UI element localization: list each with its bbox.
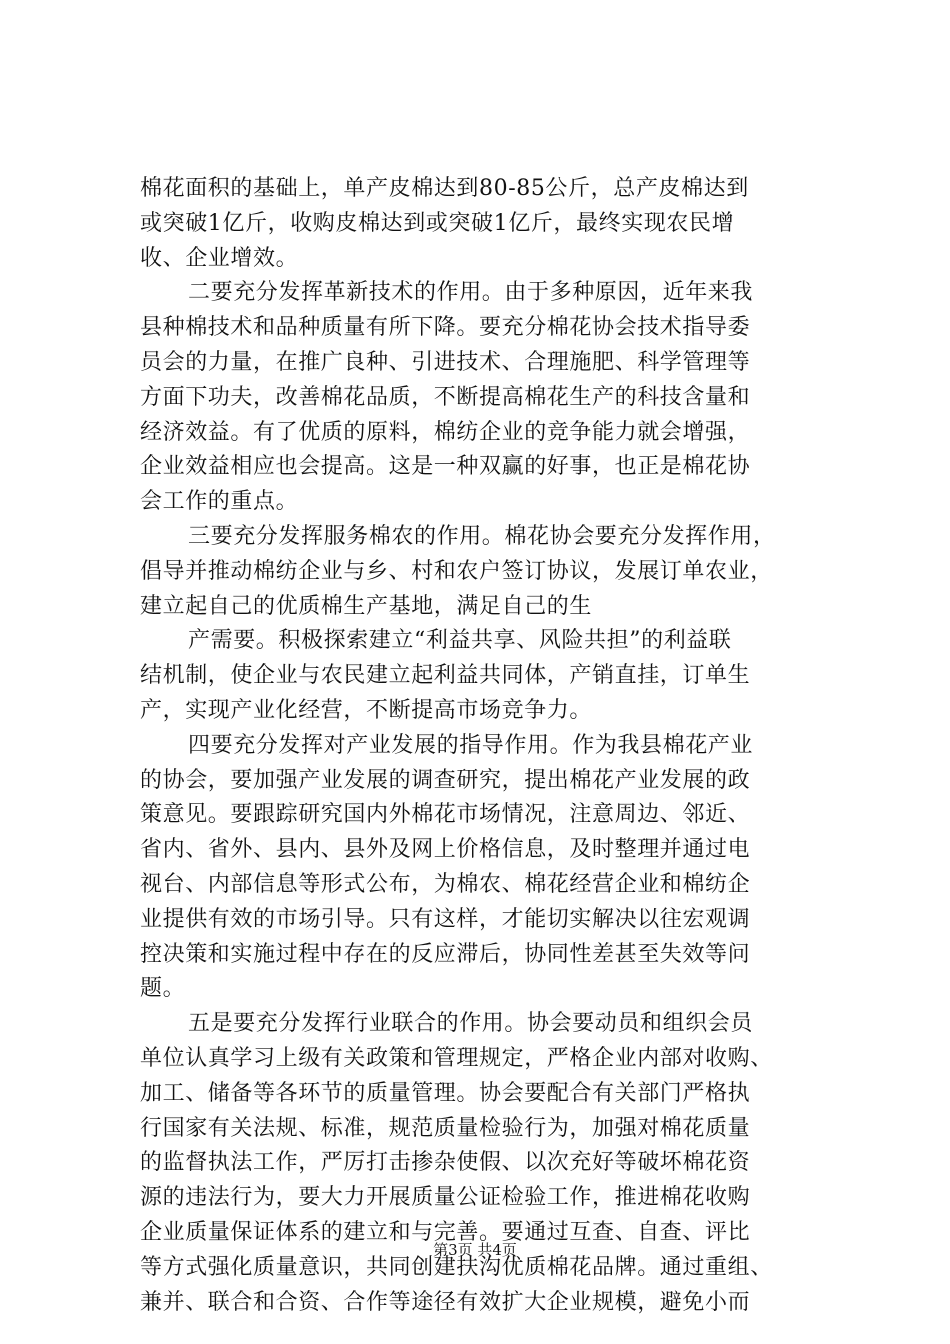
- text-line: 省内、省外、县内、县外及网上价格信息，及时整理并通过电: [140, 837, 751, 863]
- text-line: 倡导并推动棉纺企业与乡、村和农户签订协议，发展订单农业，: [140, 558, 773, 584]
- text-line: 行国家有关法规、标准，规范质量检验行为，加强对棉花质量: [140, 1115, 751, 1141]
- text-line: 控决策和实施过程中存在的反应滞后，协同性差甚至失效等问: [140, 941, 751, 967]
- text-line: 三要充分发挥服务棉农的作用。棉花协会要充分发挥作用，: [188, 523, 776, 549]
- text-line: 企业效益相应也会提高。这是一种双赢的好事，也正是棉花协: [140, 454, 751, 480]
- text-line: 产需要。积极探索建立“利益共享、风险共担”的利益联: [188, 628, 732, 654]
- text-line: 题。: [140, 976, 186, 1002]
- text-line: 经济效益。有了优质的原料，棉纺企业的竞争能力就会增强，: [140, 419, 751, 445]
- text-line: 单位认真学习上级有关政策和管理规定，严格企业内部对收购、: [140, 1045, 773, 1071]
- text-line: 收、企业增效。: [140, 245, 299, 271]
- text-line: 五是要充分发挥行业联合的作用。协会要动员和组织会员: [188, 1011, 754, 1037]
- text-line: 四要充分发挥对产业发展的指导作用。作为我县棉花产业: [188, 732, 754, 758]
- text-line: 或突破1亿斤，收购皮棉达到或突破1亿斤，最终实现农民增: [140, 210, 735, 236]
- text-line: 棉花面积的基础上，单产皮棉达到80-85公斤，总产皮棉达到: [140, 176, 749, 201]
- text-line: 的协会，要加强产业发展的调查研究，提出棉花产业发展的政: [140, 767, 751, 793]
- text-line: 视台、内部信息等形式公布，为棉农、棉花经营企业和棉纺企: [140, 871, 751, 897]
- text-line: 等方式强化质量意识，共同创建扶沟优质棉花品牌。通过重组、: [140, 1254, 773, 1280]
- text-line: 企业质量保证体系的建立和与完善。要通过互查、自查、评比: [140, 1219, 751, 1245]
- text-line: 的监督执法工作，严厉打击掺杂使假、以次充好等破坏棉花资: [140, 1150, 751, 1176]
- text-line: 员会的力量，在推广良种、引进技术、合理施肥、科学管理等: [140, 349, 751, 375]
- text-line: 建立起自己的优质棉生产基地，满足自己的生: [140, 593, 593, 619]
- text-line: 策意见。要跟踪研究国内外棉花市场情况，注意周边、邻近、: [140, 802, 751, 828]
- text-line: 加工、储备等各环节的质量管理。协会要配合有关部门严格执: [140, 1080, 751, 1106]
- text-line: 会工作的重点。: [140, 489, 299, 515]
- body-text: [140, 172, 830, 1320]
- text-line: 二要充分发挥革新技术的作用。由于多种原因，近年来我: [188, 280, 754, 306]
- text-line: 产，实现产业化经营，不断提高市场竞争力。: [140, 697, 593, 723]
- text-line: 方面下功夫，改善棉花品质，不断提高棉花生产的科技含量和: [140, 384, 751, 410]
- text-line: 结机制，使企业与农民建立起利益共同体，产销直挂，订单生: [140, 663, 751, 689]
- page-footer: 第3页 共4页: [433, 1241, 517, 1259]
- text-line: 源的违法行为，要大力开展质量公证检验工作，推进棉花收购: [140, 1185, 751, 1211]
- text-line: 业提供有效的市场引导。只有这样，才能切实解决以往宏观调: [140, 906, 751, 932]
- text-line: 兼并、联合和合资、合作等途径有效扩大企业规模，避免小而: [140, 1289, 751, 1315]
- text-line: 县种棉技术和品种质量有所下降。要充分棉花协会技术指导委: [140, 315, 751, 341]
